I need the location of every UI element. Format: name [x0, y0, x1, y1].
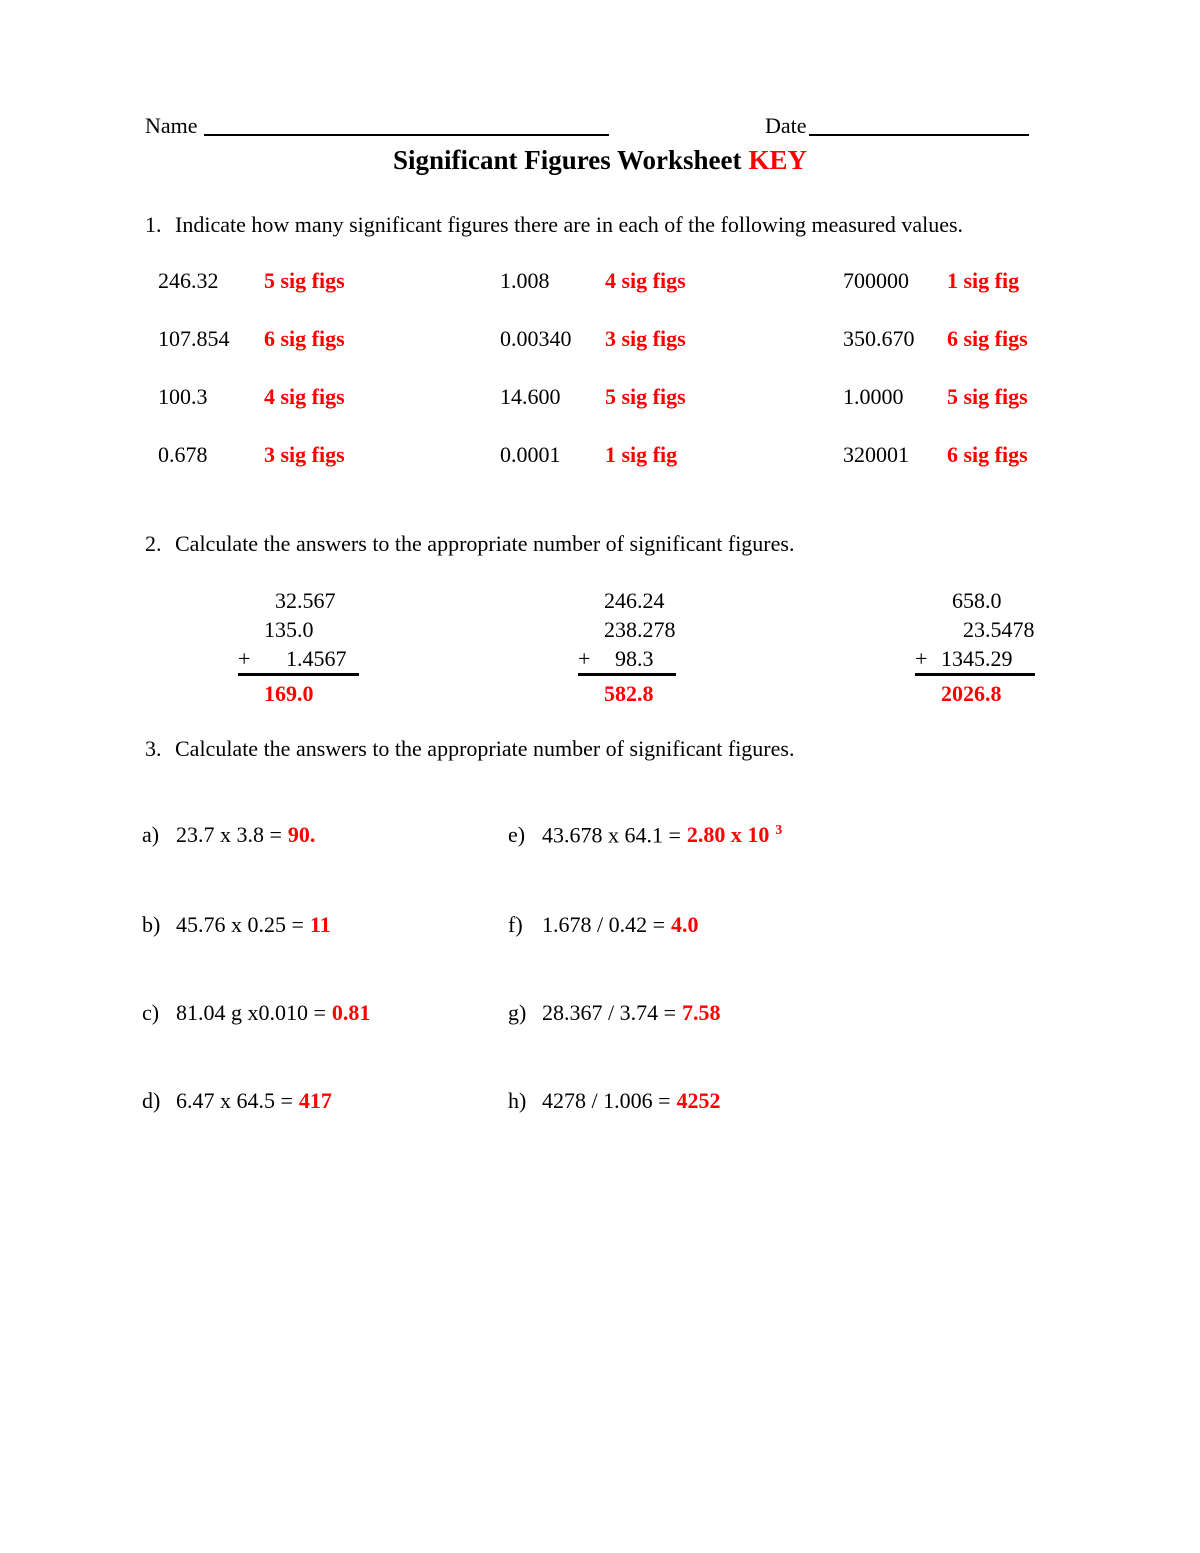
measured-value: 350.670 [843, 326, 915, 351]
measured-value: 1.0000 [843, 384, 904, 409]
problem-expression: 1.678 / 0.42 = [542, 912, 666, 937]
problem-answer: 2.80 x 10 [686, 822, 770, 848]
question-1-prompt: Indicate how many significant figures there are in each of the following measured values. [175, 212, 964, 237]
sigfig-answer: 3 sig figs [605, 326, 686, 351]
problem-expression: 43.678 x 64.1 = [542, 822, 681, 848]
addend-row-underlined [578, 644, 676, 675]
question-2-heading [145, 531, 794, 557]
addend-frac: .4567 [297, 644, 359, 675]
measured-value: 14.600 [500, 384, 561, 409]
problem-answer: 417 [298, 1088, 332, 1113]
problem-expression: 6.47 x 64.5 = [176, 1088, 293, 1113]
date-field-group [765, 113, 1029, 139]
measured-value: 0.00340 [500, 326, 572, 351]
problem-label: b) [142, 912, 161, 937]
problem-answer: 0.81 [331, 1000, 371, 1025]
addend-sign [238, 586, 262, 615]
problem-expression: 4278 / 1.006 = [542, 1088, 671, 1113]
problem-b [142, 912, 331, 938]
addend-row [915, 586, 1035, 615]
addition-problem-3 [915, 586, 1035, 708]
addend-frac: .0 [297, 617, 314, 642]
measured-value: 107.854 [158, 326, 230, 351]
problem-expression: 45.76 x 0.25 = [176, 912, 304, 937]
question-2-number: 2. [145, 531, 162, 556]
addend-frac: .567 [297, 588, 336, 613]
page-title [0, 145, 1200, 176]
sigfig-answer: 6 sig figs [264, 326, 345, 351]
problem-answer: 4.0 [671, 912, 699, 937]
measured-value: 1.008 [500, 268, 550, 293]
addend-sign: + [578, 644, 602, 675]
question-1-heading [145, 212, 963, 238]
addend-sign [915, 615, 939, 644]
sum-row [915, 675, 1035, 709]
measured-value: 0.0001 [500, 442, 561, 467]
addend-int: 23 [963, 617, 985, 642]
addend-frac: .0 [985, 588, 1002, 613]
sum-row [578, 675, 676, 709]
sum-int: 582 [604, 681, 637, 706]
sigfig-answer: 5 sig figs [947, 384, 1028, 409]
sigfig-answer: 1 sig fig [605, 442, 678, 467]
problem-label: f) [508, 912, 523, 937]
date-blank-line [809, 134, 1029, 136]
name-blank-line [204, 134, 609, 136]
problem-h [508, 1088, 721, 1114]
addend-int: 135 [264, 617, 297, 642]
sum-frac: .0 [297, 681, 314, 706]
problem-c [142, 1000, 370, 1026]
sum-int: 169 [264, 681, 297, 706]
addend-row [238, 586, 359, 615]
sigfig-answer: 6 sig figs [947, 442, 1028, 467]
addend-sign: + [915, 644, 939, 675]
problem-g [508, 1000, 721, 1026]
problem-a [142, 822, 315, 848]
addition-problem-1 [238, 586, 359, 708]
problem-label: g) [508, 1000, 527, 1025]
question-3-prompt: Calculate the answers to the appropriate number of significant figures. [175, 736, 795, 761]
sum-frac: .8 [637, 681, 654, 706]
addend-int: 238 [604, 617, 637, 642]
measured-value: 320001 [843, 442, 909, 467]
problem-answer: 4252 [676, 1088, 721, 1113]
sum-row [238, 675, 359, 709]
addend-int: 1 [262, 644, 297, 675]
name-field-group [145, 113, 609, 139]
addend-row [238, 615, 359, 644]
sum-int: 2026 [941, 681, 985, 706]
problem-label: e) [508, 822, 526, 848]
addend-int: 1345 [939, 644, 985, 675]
sigfig-answer: 4 sig figs [605, 268, 686, 293]
addend-frac: .278 [637, 617, 676, 642]
addend-sign [578, 586, 602, 615]
problem-label: h) [508, 1088, 527, 1113]
addend-sign [578, 615, 602, 644]
date-label: Date [765, 113, 807, 138]
addend-row [915, 615, 1035, 644]
question-1-answer-grid [158, 268, 1107, 500]
problem-e [508, 822, 782, 848]
problem-expression: 23.7 x 3.8 = [176, 822, 282, 847]
sum-frac: .8 [985, 681, 1002, 706]
addend-sign: + [238, 644, 262, 675]
addend-sign [915, 586, 939, 615]
sigfig-answer: 1 sig fig [947, 268, 1020, 293]
name-label: Name [145, 113, 198, 138]
sigfig-answer: 4 sig figs [264, 384, 345, 409]
measured-value: 246.32 [158, 268, 219, 293]
sigfig-answer: 5 sig figs [605, 384, 686, 409]
page-title-main: Significant Figures Worksheet [392, 145, 742, 175]
addend-frac: .3 [637, 644, 676, 675]
addend-int: 658 [952, 588, 985, 613]
sigfig-answer: 6 sig figs [947, 326, 1028, 351]
question-2-prompt: Calculate the answers to the appropriate number of significant figures. [175, 531, 795, 556]
addend-row-underlined [915, 644, 1035, 675]
problem-answer: 7.58 [682, 1000, 721, 1025]
problem-f [508, 912, 699, 938]
problem-answer: 90. [287, 822, 316, 847]
problem-label: d) [142, 1088, 161, 1113]
addend-row [578, 615, 676, 644]
addend-frac: .5478 [985, 617, 1035, 642]
question-1-number: 1. [145, 212, 162, 237]
addend-frac: .29 [985, 644, 1035, 675]
page-title-key: KEY [748, 145, 808, 175]
problem-answer-exponent: 3 [775, 822, 783, 837]
measured-value: 700000 [843, 268, 909, 293]
addition-problem-2 [578, 586, 676, 708]
problem-label: a) [142, 822, 160, 847]
sigfig-answer: 5 sig figs [264, 268, 345, 293]
measured-value: 0.678 [158, 442, 208, 467]
question-3-number: 3. [145, 736, 162, 761]
problem-expression: 81.04 g x0.010 = [176, 1000, 326, 1025]
problem-label: c) [142, 1000, 160, 1025]
addend-int: 98 [602, 644, 637, 675]
addend-int: 32 [275, 588, 297, 613]
sigfig-answer: 3 sig figs [264, 442, 345, 467]
problem-expression: 28.367 / 3.74 = [542, 1000, 677, 1025]
problem-d [142, 1088, 332, 1114]
addend-sign [238, 615, 262, 644]
addend-int: 246 [604, 588, 637, 613]
measured-value: 100.3 [158, 384, 208, 409]
addend-row-underlined [238, 644, 359, 675]
problem-answer: 11 [309, 912, 331, 937]
question-3-heading [145, 736, 794, 762]
addend-frac: .24 [637, 588, 665, 613]
addend-row [578, 586, 676, 615]
